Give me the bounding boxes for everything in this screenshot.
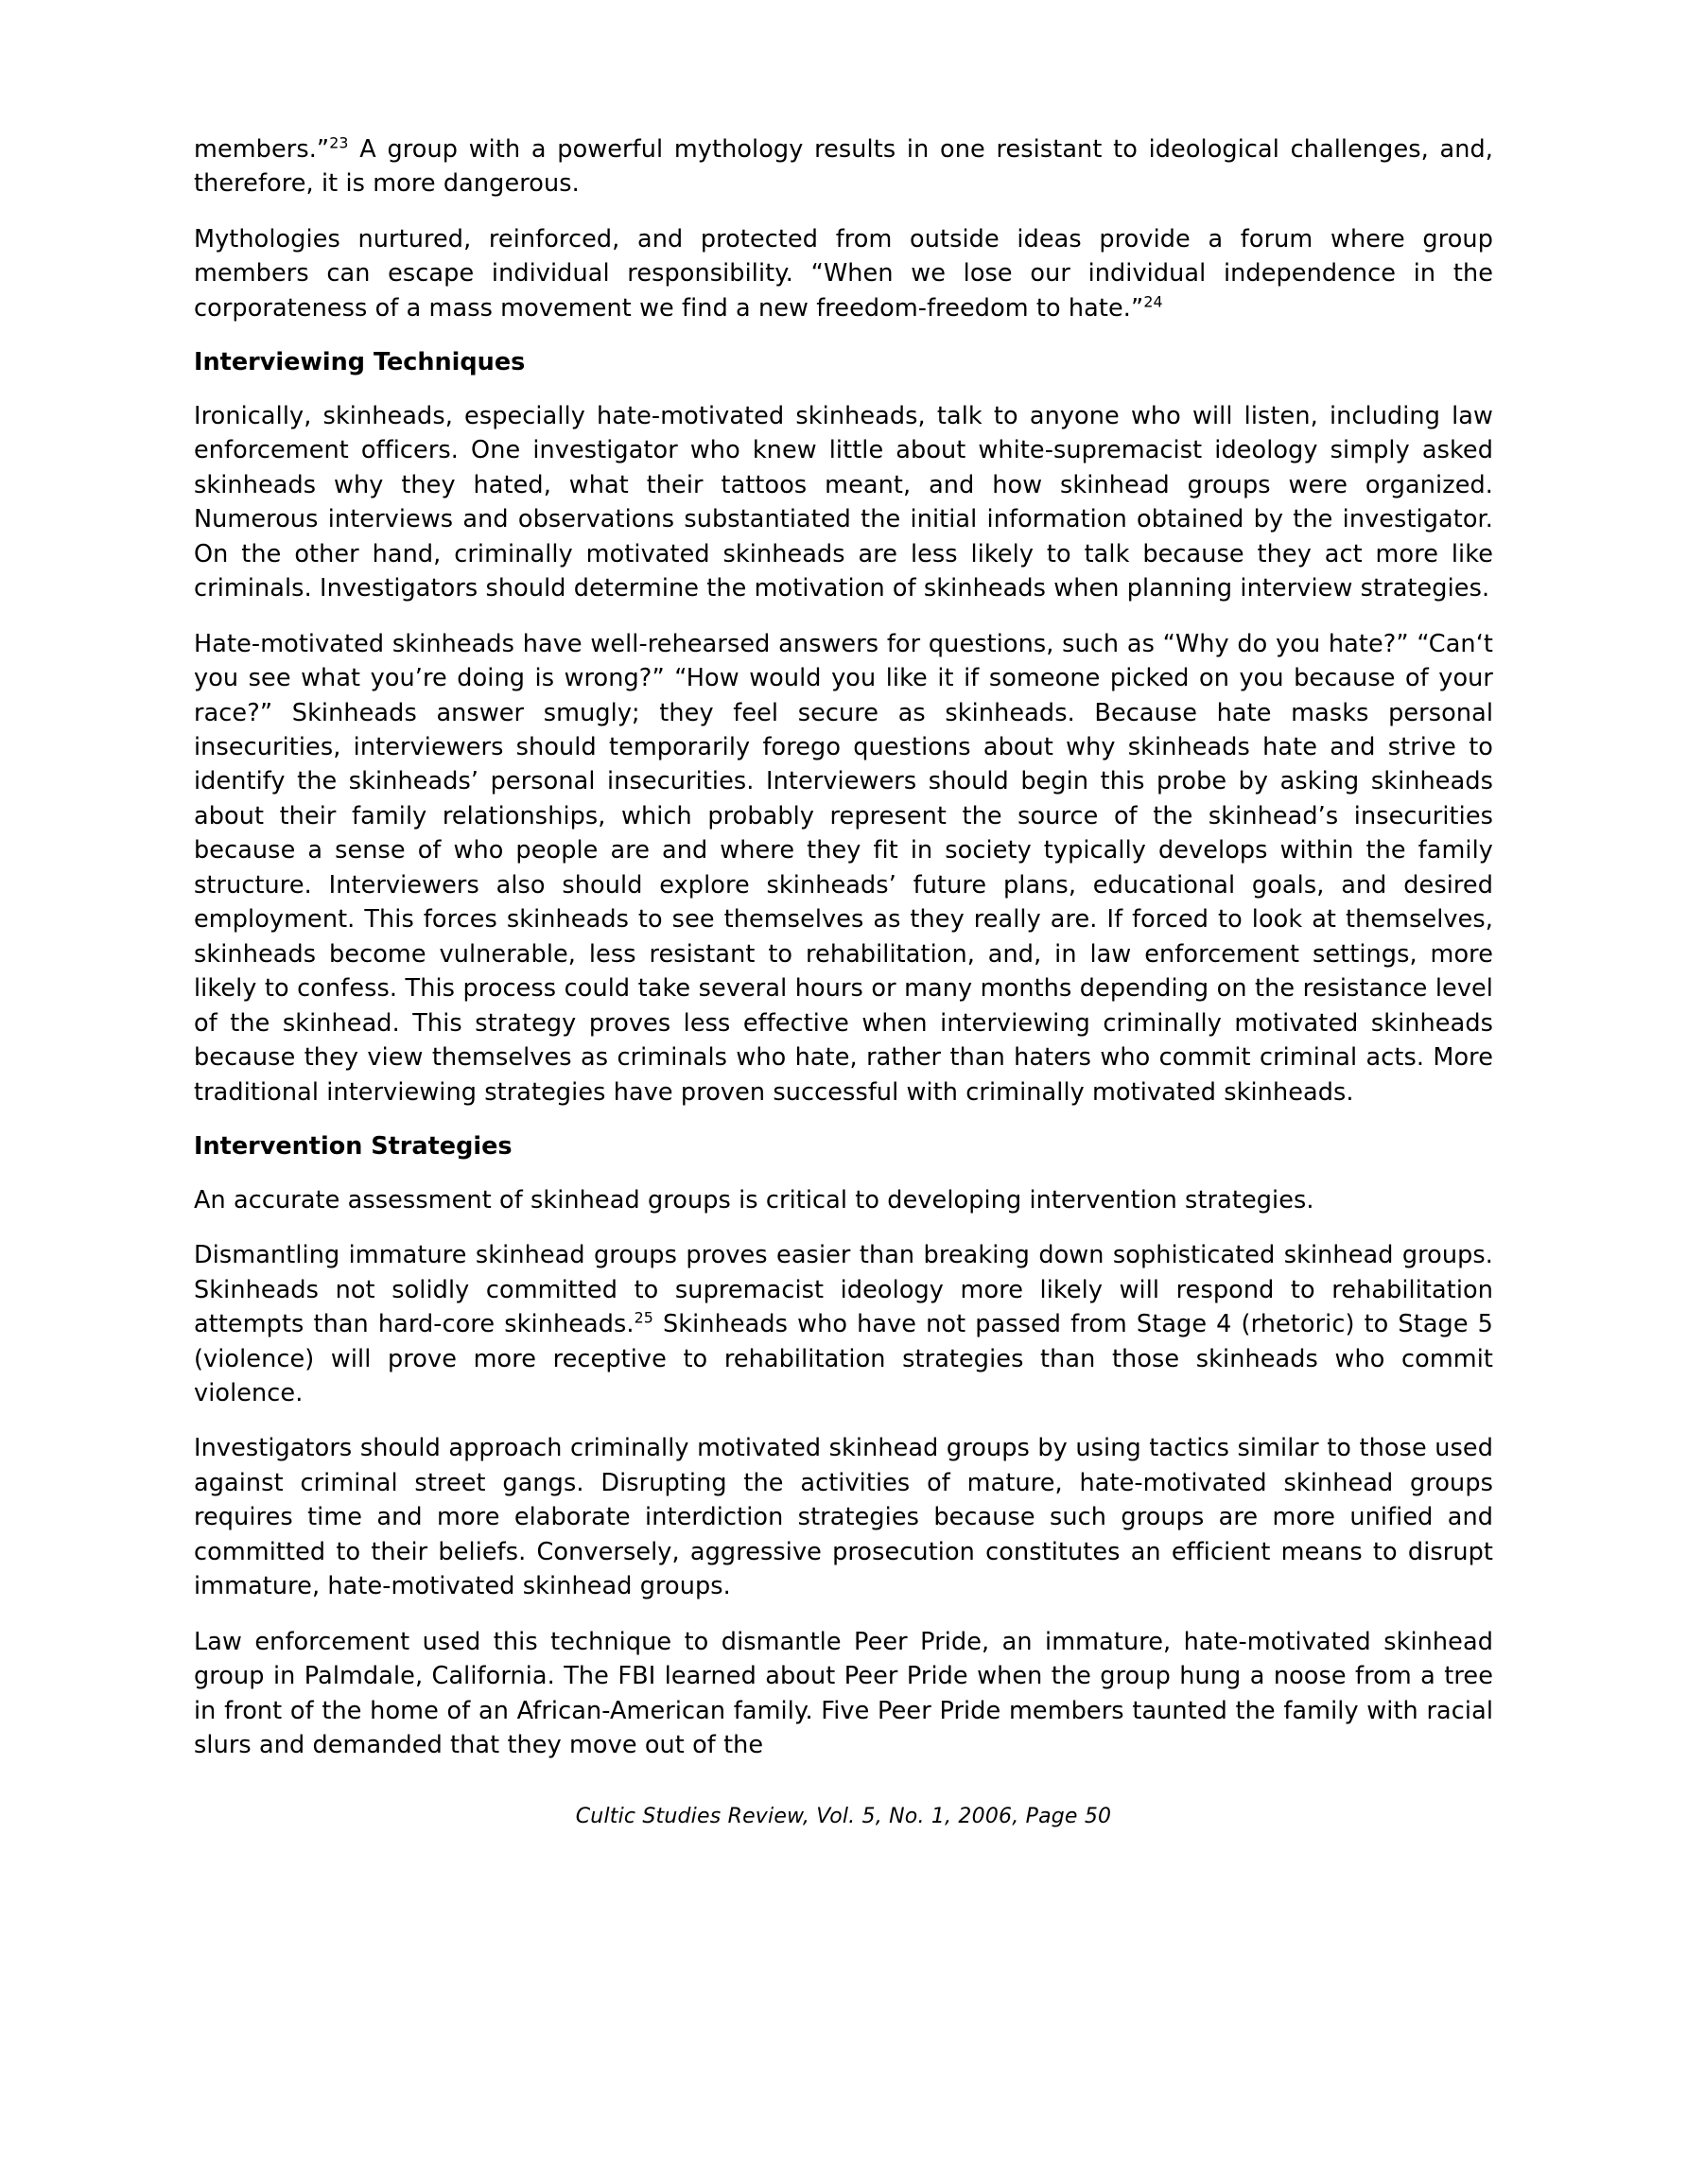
paragraph-text-before: Mythologies nurtured, reinforced, and protected from outside ideas provide a forum where group members can escape individual responsibility. “When we lose our individual independence in the corporateness of a mass movement we find a new freedom-freedom to hate.” — [194, 224, 1493, 323]
paragraph-text-before: Law enforcement used this technique to dismantle Peer Pride, an immature, hate-motivated skinhead group in Palmdale, California. The FBI learned about Peer Pride when the group hung a noose from a tree in front of the home of an African-American family. Five Peer Pride members taunted the family with racial slurs and demanded that they move out of the — [194, 1627, 1493, 1760]
paragraph-text-before: Investigators should approach criminally motivated skinhead groups by using tactics similar to those used against criminal street gangs. Disrupting the activities of mature, hate-motivated skinhead groups requires time and more elaborate interdiction strategies because such groups are more unified and committed to their beliefs. Conversely, aggressive prosecution constitutes an efficient means to disrupt immature, hate-motivated skinhead groups. — [194, 1434, 1493, 1601]
page-content — [194, 132, 1493, 1828]
footnote-ref-25: 25 — [634, 1308, 653, 1327]
paragraph-mythologies-nurtured — [194, 222, 1493, 325]
paragraph-text-before: An accurate assessment of skinhead groups is critical to developing intervention strategies. — [194, 1185, 1314, 1214]
heading-interviewing-techniques: Interviewing Techniques — [194, 348, 526, 377]
heading-intervention-strategies: Intervention Strategies — [194, 1132, 513, 1162]
paragraph-ironically-skinheads — [194, 399, 1493, 606]
paragraph-text-after: Skinheads who have not passed from Stage 4 (rhetoric) to Stage 5 (violence) will prove more receptive to rehabilitation strategies than those skinheads who commit violence. — [194, 1310, 1493, 1407]
page-footer: Cultic Studies Review, Vol. 5, No. 1, 2006, Page 50 — [575, 1804, 1112, 1828]
paragraph-hate-motivated-answers — [194, 627, 1493, 1109]
paragraph-dismantling-immature — [194, 1238, 1493, 1410]
footnote-ref-24: 24 — [1143, 292, 1163, 311]
footnote-ref-23: 23 — [329, 133, 349, 152]
paragraph-text-before: Dismantling immature skinhead groups proves easier than breaking down sophisticated skinhead groups. Skinheads not solidly committed to supremacist ideology more likely will respond to rehabilitation attempts than hard-core skinheads. — [194, 1241, 1493, 1339]
paragraph-accurate-assessment — [194, 1183, 1493, 1217]
paragraph-investigators-approach — [194, 1431, 1493, 1603]
paragraph-text-before: members.” — [194, 135, 330, 164]
paragraph-members-mythology — [194, 132, 1493, 201]
paragraph-text-after: A group with a powerful mythology results in one resistant to ideological challenges, and, therefore, it is more dangerous. — [194, 135, 1493, 199]
paragraph-law-enforcement-peer-pride — [194, 1625, 1493, 1763]
paragraph-text-before: Hate-motivated skinheads have well-rehearsed answers for questions, such as “Why do you hate?” “Can‘t you see what you’re doing is wrong?” “How would you like it if someone picked on you because of your race?” Skinheads answer smugly; they feel secure as skinheads. Because hate masks personal insecurities, interviewers should temporarily forego questions about why skinheads hate and strive to identify the skinheads’ personal insecurities. Interviewers should begin this probe by asking skinheads about their family relationships, which probably represent the source of the skinhead’s insecurities because a sense of who people are and where they fit in society typically develops within the family structure. Interviewers also should explore skinheads’ future plans, educational goals, and desired employment. This forces skinheads to see themselves as they really are. If forced to look at themselves, skinheads become vulnerable, less resistant to rehabilitation, and, in law enforcement settings, more likely to confess. This process could take several hours or many months depending on the resistance level of the skinhead. This strategy proves less effective when interviewing criminally motivated skinheads because they view themselves as criminals who hate, rather than haters who commit criminal acts. More traditional interviewing strategies have proven successful with criminally motivated skinheads. — [194, 629, 1493, 1107]
paragraph-text-before: Ironically, skinheads, especially hate-motivated skinheads, talk to anyone who will listen, including law enforcement officers. One investigator who knew little about white-supremacist ideology simply asked skinheads why they hated, what their tattoos meant, and how skinhead groups were organized. Numerous interviews and observations substantiated the initial information obtained by the investigator. On the other hand, criminally motivated skinheads are less likely to talk because they act more like criminals. Investigators should determine the motivation of skinheads when planning interview strategies. — [194, 401, 1493, 603]
